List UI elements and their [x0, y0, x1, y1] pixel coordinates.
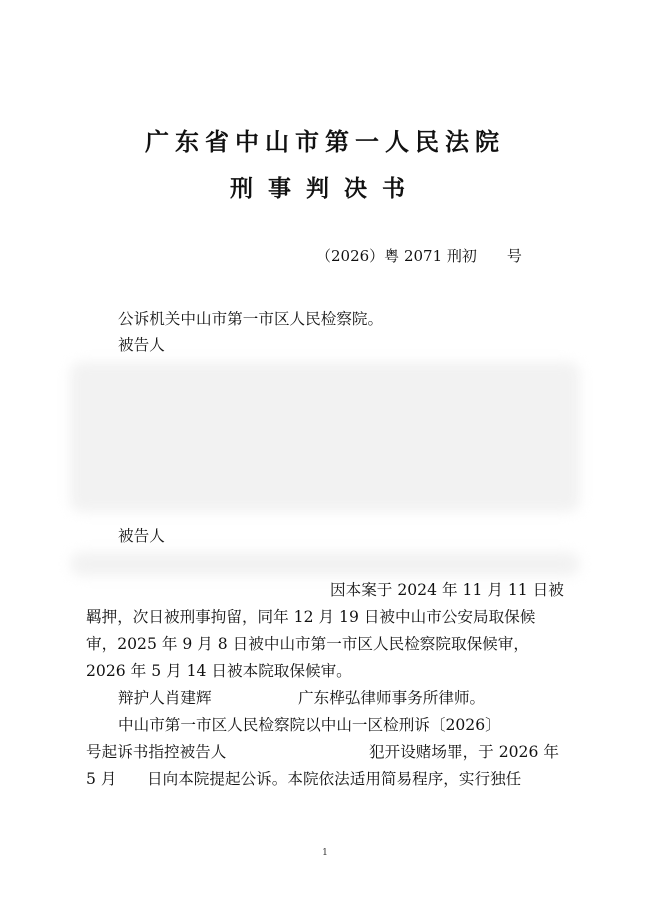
redacted-block-1 [70, 362, 580, 512]
page-number: 1 [322, 848, 328, 858]
defense-lawyer-firm: 广东桦弘律师事务所律师。 [298, 689, 486, 707]
indictment-line-2b: 犯开设赌场罪，于 2026 年 [369, 743, 559, 761]
case-number: （2026）粤 2071 刑初 号 [316, 247, 522, 265]
detention-line-1: 因本案于 2024 年 11 月 11 日被 [330, 581, 564, 599]
defendant-label-2: 被告人 [118, 527, 165, 545]
detention-line-4: 2026 年 5 月 14 日被本院取保候审。 [86, 662, 352, 680]
detention-line-3: 审，2025 年 9 月 8 日被中山市第一市区人民检察院取保候审， [86, 635, 529, 653]
indictment-line-1: 中山市第一市区人民检察院以中山一区检刑诉〔2026〕 [118, 716, 501, 734]
indictment-line-3b: 日向本院提起公诉。本院依法适用简易程序，实行独任 [147, 770, 522, 788]
court-name: 广东省中山市第一人民法院 [145, 128, 505, 156]
indictment-line-2a: 号起诉书指控被告人 [86, 743, 227, 761]
prosecutor-line: 公诉机关中山市第一市区人民检察院。 [118, 310, 384, 328]
detention-line-2: 羁押，次日被刑事拘留，同年 12 月 19 日被中山市公安局取保候 [86, 608, 536, 626]
defendant-label-1: 被告人 [118, 336, 165, 354]
document-type-title: 刑事判决书 [230, 176, 420, 202]
redacted-block-2 [70, 552, 580, 576]
indictment-line-3a: 5 月 [86, 770, 117, 788]
defense-lawyer-name: 辩护人肖建辉 [118, 689, 212, 707]
